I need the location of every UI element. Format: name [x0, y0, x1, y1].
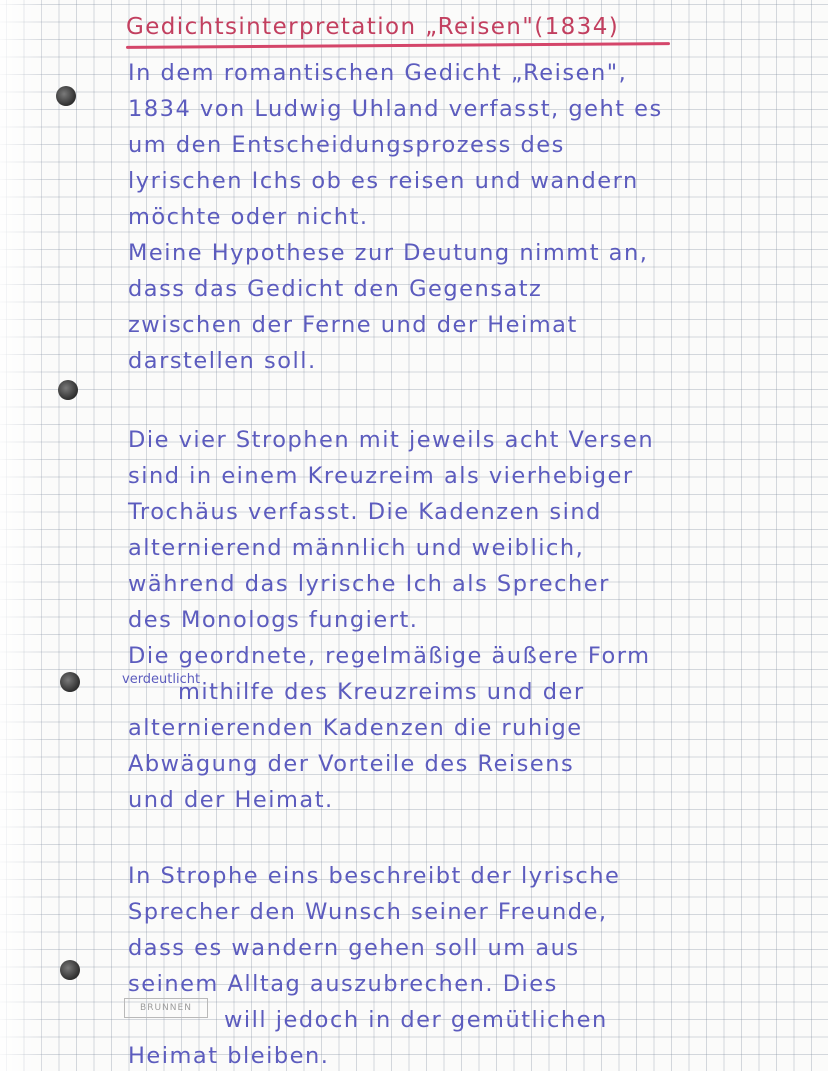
text-line: um den Entscheidungsprozess des	[128, 132, 565, 158]
text-line: seinem Alltag auszubrechen. Dies	[128, 971, 558, 997]
text-line: alternierend männlich und weiblich,	[128, 535, 585, 561]
punch-hole	[60, 672, 80, 692]
document-title: Gedichtsinterpretation „Reisen"(1834)	[126, 14, 620, 40]
text-line: während das lyrische Ich als Sprecher	[128, 571, 610, 597]
text-line: In Strophe eins beschreibt der lyrische	[128, 863, 621, 889]
inserted-word: verdeutlicht	[122, 672, 201, 687]
text-line: sind in einem Kreuzreim als vierhebiger	[128, 463, 634, 489]
text-line: In dem romantischen Gedicht „Reisen",	[128, 60, 628, 86]
text-line: Trochäus verfasst. Die Kadenzen sind	[128, 499, 602, 525]
text-line: möchte oder nicht.	[128, 204, 369, 230]
text-line: Die geordnete, regelmäßige äußere Form	[128, 643, 651, 669]
text-line: dass das Gedicht den Gegensatz	[128, 276, 543, 302]
text-line: Sprecher den Wunsch seiner Freunde,	[128, 899, 608, 925]
punch-hole	[60, 960, 80, 980]
text-line: dass es wandern gehen soll um aus	[128, 935, 580, 961]
text-line: alternierenden Kadenzen die ruhige	[128, 715, 583, 741]
paragraph-stanza-one	[128, 858, 620, 1071]
text-line: zwischen der Ferne und der Heimat	[128, 312, 578, 338]
text-line: lyrischen Ichs ob es reisen und wandern	[128, 168, 639, 194]
punch-hole	[56, 86, 76, 106]
paragraph-form-analysis	[128, 422, 654, 818]
title-underline	[126, 42, 670, 49]
text-line: Heimat bleiben.	[128, 1043, 330, 1069]
text-line: will jedoch in der gemütlichen	[224, 1007, 608, 1033]
page-edge-shadow	[0, 0, 48, 1071]
text-line: 1834 von Ludwig Uhland verfasst, geht es	[128, 96, 663, 122]
text-line: Meine Hypothese zur Deutung nimmt an,	[128, 240, 649, 266]
text-line: Die vier Strophen mit jeweils acht Versen	[128, 427, 655, 453]
text-line: darstellen soll.	[128, 348, 317, 374]
paragraph-introduction	[128, 55, 663, 379]
text-line: Abwägung der Vorteile des Reisens	[128, 751, 575, 777]
text-line: und der Heimat.	[128, 787, 334, 813]
text-line: mithilfe des Kreuzreims und der	[178, 679, 585, 705]
brand-stamp: BRUNNEN	[124, 998, 208, 1018]
text-line: des Monologs fungiert.	[128, 607, 419, 633]
punch-hole	[58, 380, 78, 400]
